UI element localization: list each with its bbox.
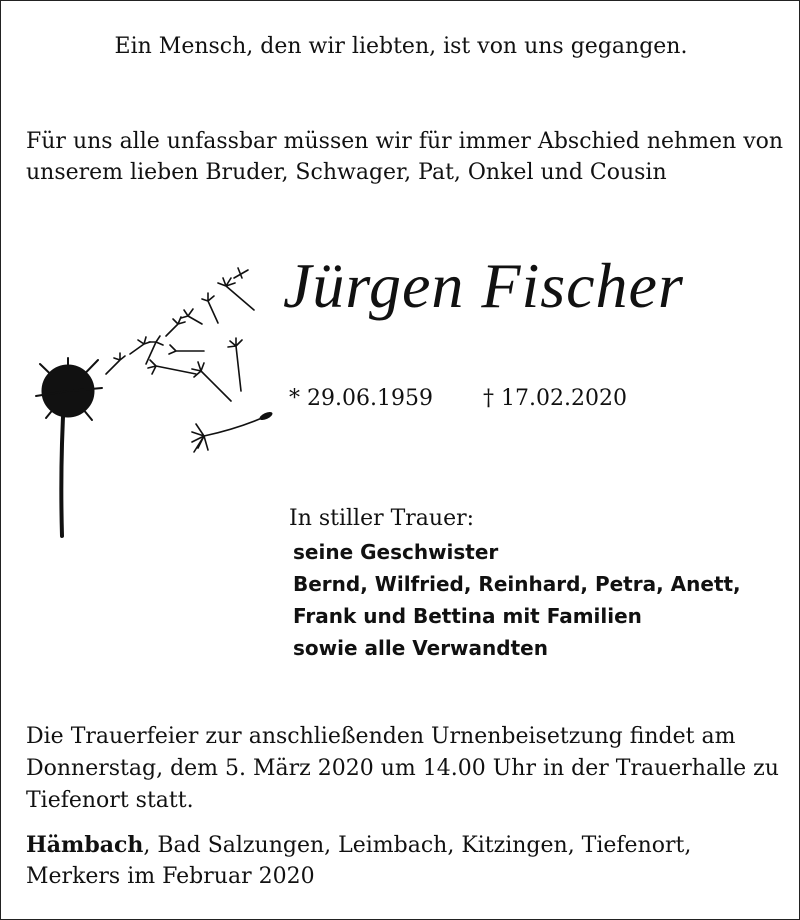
mourner-line: seine Geschwister — [293, 540, 499, 564]
funeral-line-2: Donnerstag, dem 5. März 2020 um 14.00 Uhr in der Trauerhalle zu — [26, 756, 779, 781]
mourner-line: Bernd, Wilfried, Reinhard, Petra, Anett, — [293, 572, 741, 596]
intro-line-2: unserem lieben Bruder, Schwager, Pat, Onkel und Cousin — [26, 160, 667, 185]
place-others: , Bad Salzungen, Leimbach, Kitzingen, Tiefenort, — [143, 833, 692, 858]
funeral-line-1: Die Trauerfeier zur anschließenden Urnenbeisetzung findet am — [26, 724, 736, 749]
dandelion-icon — [26, 256, 276, 546]
death-date: † 17.02.2020 — [483, 386, 627, 411]
place-line-2: Merkers im Februar 2020 — [26, 864, 315, 889]
motto-text: Ein Mensch, den wir liebten, ist von uns gegangen. — [114, 34, 688, 59]
birth-date: * 29.06.1959 — [289, 386, 433, 411]
mourning-label: In stiller Trauer: — [289, 506, 475, 531]
place-primary: Hämbach — [26, 832, 144, 858]
mourner-line: sowie alle Verwandten — [293, 636, 548, 660]
intro-line-1: Für uns alle unfassbar müssen wir für immer Abschied nehmen von — [26, 129, 784, 154]
funeral-line-3: Tiefenort statt. — [26, 788, 194, 813]
place-line-1 — [26, 829, 691, 862]
mourner-line: Frank und Bettina mit Familien — [293, 604, 642, 628]
deceased-name: Jürgen Fischer — [283, 250, 684, 321]
